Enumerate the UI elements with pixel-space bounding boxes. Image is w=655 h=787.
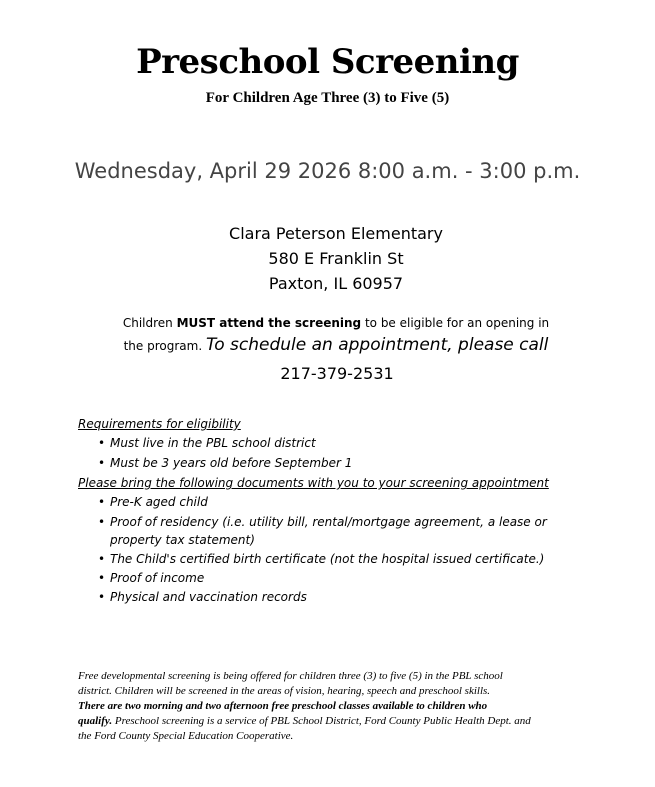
list-item-text: Pre-K aged child (110, 495, 208, 509)
footer-line: the Ford County Special Education Cooperative. (78, 730, 294, 742)
list-item-text: Proof of residency (i.e. utility bill, rental/mortgage agreement, a lease or (110, 515, 547, 529)
bullet-icon: • (98, 495, 106, 509)
page-title: Preschool Screening (136, 42, 519, 82)
bullet-icon: • (98, 436, 106, 450)
list-item (98, 589, 307, 605)
list-item-text: Proof of income (110, 571, 205, 585)
list-item (98, 494, 208, 510)
footer-bold-text: qualify. (78, 715, 113, 727)
documents-heading: Please bring the following documents with you to your screening appointment (78, 476, 549, 490)
schedule-call-text: To schedule an appointment, please call (205, 335, 549, 355)
footer-line (78, 714, 598, 728)
attendance-notice-line-2 (0, 332, 655, 359)
location-street: 580 E Franklin St (268, 249, 404, 268)
list-item (98, 551, 544, 567)
notice-text: to be eligible for an opening in (361, 316, 550, 330)
notice-text: Children (122, 316, 177, 330)
bullet-icon: • (98, 515, 106, 529)
list-item (98, 455, 352, 471)
list-item (98, 514, 547, 530)
event-datetime: Wednesday, April 29 2026 8:00 a.m. - 3:00 p.m. (74, 159, 581, 183)
list-item (98, 435, 316, 451)
footer-line: district. Children will be screened in the areas of vision, hearing, speech and preschool skills. (78, 685, 491, 697)
location-name: Clara Peterson Elementary (229, 224, 443, 243)
list-item-text: The Child's certified birth certificate (not the hospital issued certificate.) (110, 552, 545, 566)
footer-line-emphasis (78, 699, 598, 713)
attendance-notice-line-1 (0, 313, 655, 333)
notice-text: the program. (123, 339, 206, 353)
list-item-text: Must be 3 years old before September 1 (110, 456, 353, 470)
list-item-text: Must live in the PBL school district (110, 436, 316, 450)
location-city: Paxton, IL 60957 (268, 274, 404, 293)
list-item-continuation: property tax statement) (110, 533, 255, 547)
list-item (98, 570, 204, 586)
footer-line: Free developmental screening is being offered for children three (3) to five (5) in the PBL school (78, 670, 503, 682)
bullet-icon: • (98, 456, 106, 470)
phone-number: 217-379-2531 (280, 364, 394, 383)
bullet-icon: • (98, 552, 106, 566)
notice-emphasis: MUST attend the screening (176, 316, 362, 330)
bullet-icon: • (98, 571, 106, 585)
footer-text: Preschool screening is a service of PBL School District, Ford County Public Health Dept. and (112, 715, 531, 727)
bullet-icon: • (98, 590, 106, 604)
requirements-heading: Requirements for eligibility (78, 417, 241, 431)
page-subtitle: For Children Age Three (3) to Five (5) (205, 90, 450, 106)
footer-bold-text: There are two morning and two afternoon free preschool classes available to children who (78, 700, 488, 712)
list-item-text: Physical and vaccination records (110, 590, 307, 604)
